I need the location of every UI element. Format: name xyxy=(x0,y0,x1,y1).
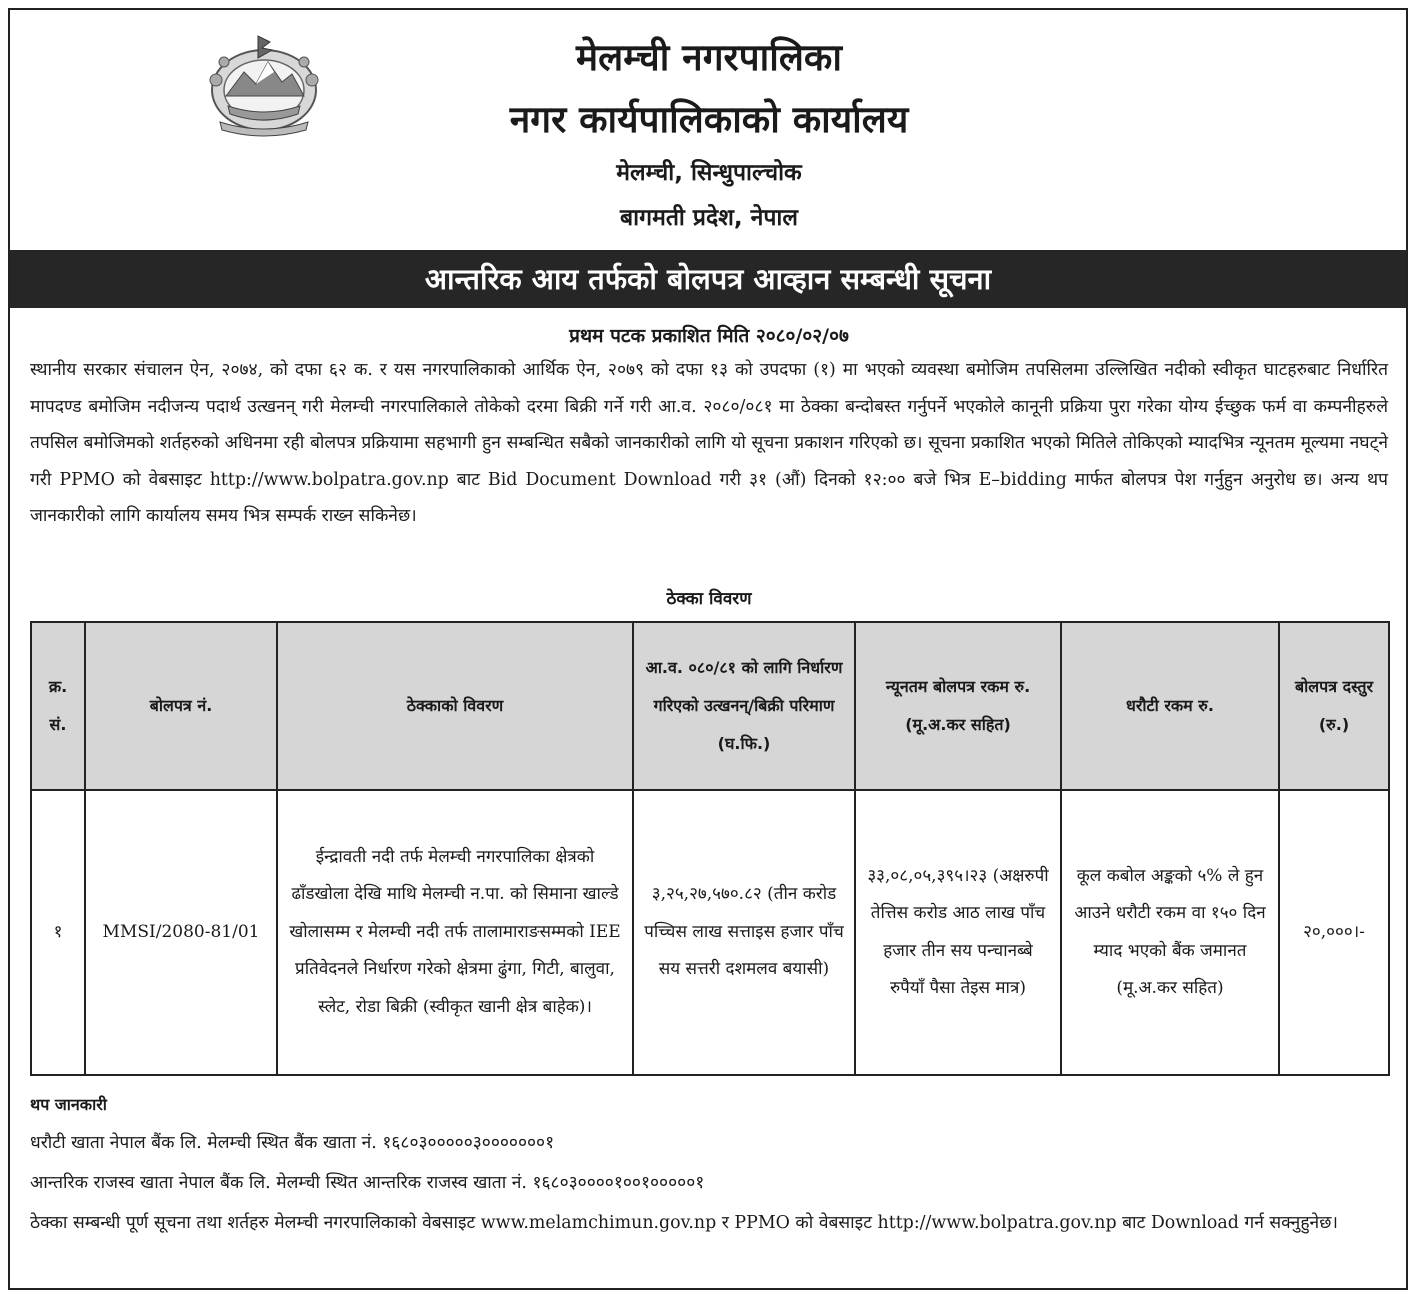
cell-bid-fee: २०,०००।- xyxy=(1279,790,1389,1075)
deposit-account-line: धरौटी खाता नेपाल बैंक लि. मेलम्ची स्थित बैंक खाता नं. १६८०३०००००३०००००००१ xyxy=(30,1133,555,1153)
publish-date: प्रथम पटक प्रकाशित मिति २०८०/०२/०७ xyxy=(569,325,849,347)
notice-title-banner: आन्तरिक आय तर्फको बोलपत्र आव्हान सम्बन्धी सूचना xyxy=(10,250,1406,308)
table-header-row xyxy=(31,622,1389,790)
office-province: बागमती प्रदेश, नेपाल xyxy=(620,205,798,231)
office-name: नगर कार्यपालिकाको कार्यालय xyxy=(509,98,909,141)
table-row xyxy=(31,790,1389,1075)
header-bid-security: धरौटी रकम रु. xyxy=(1061,622,1279,790)
cell-minimum-bid-amount: ३३,०८,०५,३९५।२३ (अक्षरुपी तेत्तिस करोड आठ लाख पाँच हजार तीन सय पन्चानब्बे रुपैयाँ पैसा तेइस मात्र) xyxy=(855,790,1061,1075)
header-bid-number: बोलपत्र नं. xyxy=(85,622,277,790)
cell-serial: १ xyxy=(31,790,85,1075)
cell-bid-number: MMSI/2080-81/01 xyxy=(85,790,277,1075)
header-minimum-bid-amount: न्यूनतम बोलपत्र रकम रु. (मू.अ.कर सहित) xyxy=(855,622,1061,790)
header-contract-description: ठेक्काको विवरण xyxy=(277,622,633,790)
cell-contract-description: ईन्द्रावती नदी तर्फ मेलम्ची नगरपालिका क्षेत्रको ढाँडखोला देखि माथि मेलम्ची न.पा. को सिमाना खाल्डे खोलासम्म र मेलम्ची नदी तर्फ तालामाराङसम्मको IEE प्रतिवेदनले निर्धारण गरेको क्षेत्रमा ढुंगा, गिटी, बालुवा, स्लेट, रोडा बिक्री (स्वीकृत खानी क्षेत्र बाहेक)। xyxy=(277,790,633,1075)
cell-quantity: ३,२५,२७,५७०.८२ (तीन करोड पच्चिस लाख सत्ताइस हजार पाँच सय सत्तरी दशमलव बयासी) xyxy=(633,790,855,1075)
cell-bid-security: कूल कबोल अङ्कको ५% ले हुन आउने धरौटी रकम वा १५० दिन म्याद भएको बैंक जमानत (मू.अ.कर सहित) xyxy=(1061,790,1279,1075)
notice-body: स्थानीय सरकार संचालन ऐन, २०७४, को दफा ६२ क. र यस नगरपालिकाको आर्थिक ऐन, २०७९ को दफा १३ को उपदफा (१) मा भएको व्यवस्था बमोजिम तपसिलमा उल्लिखित नदीको स्वीकृत घाटहरुबाट निर्धारित मापदण्ड बमोजिम नदीजन्य पदार्थ उत्खनन् गरी मेलम्ची नगरपालिकाले तोकेको दरमा बिक्री गर्ने गरी आ.व. २०८०/०८१ मा ठेक्का बन्दोबस्त गर्नुपर्ने भएकोले कानूनी प्रक्रिया पुरा गरेका योग्य ईच्छुक फर्म वा कम्पनीहरुले तपसिल बमोजिमको शर्तहरुको अधिनमा रही बोलपत्र प्रक्रियामा सहभागी हुन सम्बन्धित सबैको जानकारीको लागि यो सूचना प्रकाशन गरिएको छ। सूचना प्रकाशित भएको मितिले तोकिएको म्यादभित्र न्यूनतम मूल्यमा नघट्ने गरी PPMO को वेबसाइट http://www.bolpatra.gov.np बाट Bid Document Download गरी ३१ (औं) दिनको १२:०० बजे भित्र E–bidding मार्फत बोलपत्र पेश गर्नुहुन अनुरोध छ। अन्य थप जानकारीको लागि कार्यालय समय भित्र सम्पर्क राख्न सकिनेछ। xyxy=(30,360,1388,527)
office-location: मेलम्ची, सिन्धुपाल्चोक xyxy=(616,160,802,186)
download-note: ठेक्का सम्बन्धी पूर्ण सूचना तथा शर्तहरु मेलम्ची नगरपालिकाको वेबसाइट www.melamchimun.gov.np र PPMO को वेबसाइट http://www.bolpatra.gov.np बाट Download गर्न सक्नुहुनेछ। xyxy=(30,1213,1338,1233)
additional-info-heading: थप जानकारी xyxy=(30,1095,107,1114)
municipality-name: मेलम्ची नगरपालिका xyxy=(576,36,842,79)
table-title: ठेक्का विवरण xyxy=(666,589,752,609)
contract-details-table xyxy=(30,621,1390,1076)
header-serial: क्र. सं. xyxy=(31,622,85,790)
revenue-account-line: आन्तरिक राजस्व खाता नेपाल बैंक लि. मेलम्ची स्थित आन्तरिक राजस्व खाता नं. १६८०३००००१००१०००००१ xyxy=(30,1173,705,1193)
header-bid-fee: बोलपत्र दस्तुर (रु.) xyxy=(1279,622,1389,790)
header-quantity: आ.व. ०८०/८१ को लागि निर्धारण गरिएको उत्खनन्/बिक्री परिमाण (घ.फि.) xyxy=(633,622,855,790)
